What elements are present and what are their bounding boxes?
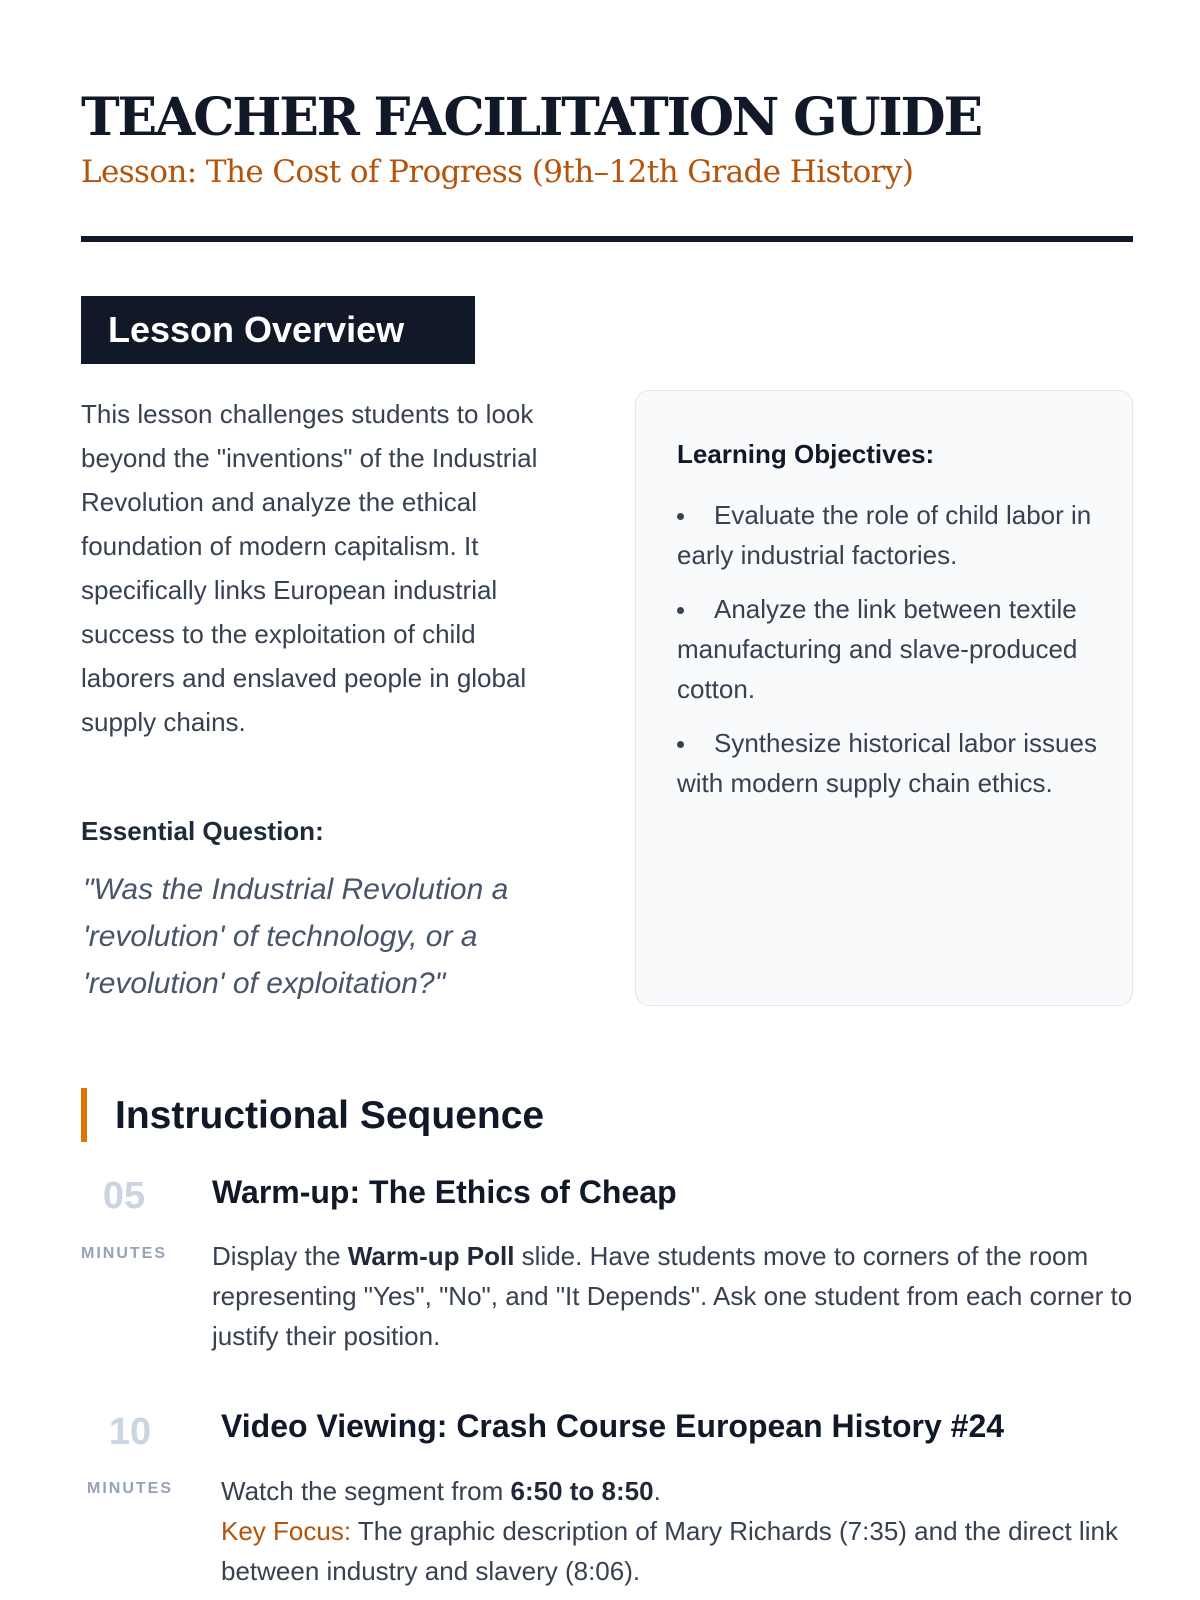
section-accent-bar	[81, 1088, 87, 1142]
objective-item: Analyze the link between textile manufacturing and slave-produced cotton.	[677, 589, 1097, 709]
lesson-subtitle: Lesson: The Cost of Progress (9th–12th Grade History)	[81, 154, 914, 190]
title-divider	[81, 236, 1133, 242]
slide-name: Warm-up Poll	[347, 1241, 515, 1271]
lesson-overview-heading	[81, 296, 475, 364]
lesson-overview-label: Lesson Overview	[108, 309, 405, 350]
learning-objectives-label: Learning Objectives:	[677, 439, 935, 469]
objective-item: Synthesize historical labor issues with modern supply chain ethics.	[677, 723, 1097, 803]
step-description: Display the Warm-up Poll slide. Have students move to corners of the room representing "Yes", "No", and "It Depends". Ask one student from each corner to justify their position.	[212, 1241, 1133, 1351]
step-title: Warm-up: The Ethics of Cheap	[212, 1174, 677, 1210]
essential-question: "Was the Industrial Revolution a 'revolution' of technology, or a 'revolution' of exploitation?"	[83, 873, 509, 1000]
overview-paragraph: This lesson challenges students to look beyond the "inventions" of the Industrial Revolution and analyze the ethical foundation of modern capitalism. It specifically links European industrial success to the exploitation of child laborers and enslaved people in global supply chains.	[81, 399, 538, 737]
instructional-sequence-heading: Instructional Sequence	[115, 1094, 545, 1137]
learning-objectives-card	[635, 390, 1133, 1006]
step-duration: 05	[102, 1175, 146, 1217]
video-timestamp-range: 6:50 to 8:50	[510, 1476, 654, 1506]
step-duration-unit: MINUTES	[81, 1245, 167, 1262]
step-title: Video Viewing: Crash Course European History #24	[221, 1408, 1005, 1444]
step-description: Watch the segment from 6:50 to 8:50. Key Focus: The graphic description of Mary Richards (7:35) and the direct link between industry and slavery (8:06).	[221, 1476, 1118, 1586]
objective-item: Evaluate the role of child labor in early industrial factories.	[677, 495, 1097, 575]
essential-question-label: Essential Question:	[81, 816, 324, 846]
step-duration-unit: MINUTES	[87, 1480, 173, 1497]
learning-objectives-list	[677, 495, 1097, 817]
key-focus-label: Key Focus:	[221, 1516, 352, 1546]
step-duration: 10	[108, 1411, 152, 1453]
page-title: TEACHER FACILITATION GUIDE	[81, 87, 981, 148]
